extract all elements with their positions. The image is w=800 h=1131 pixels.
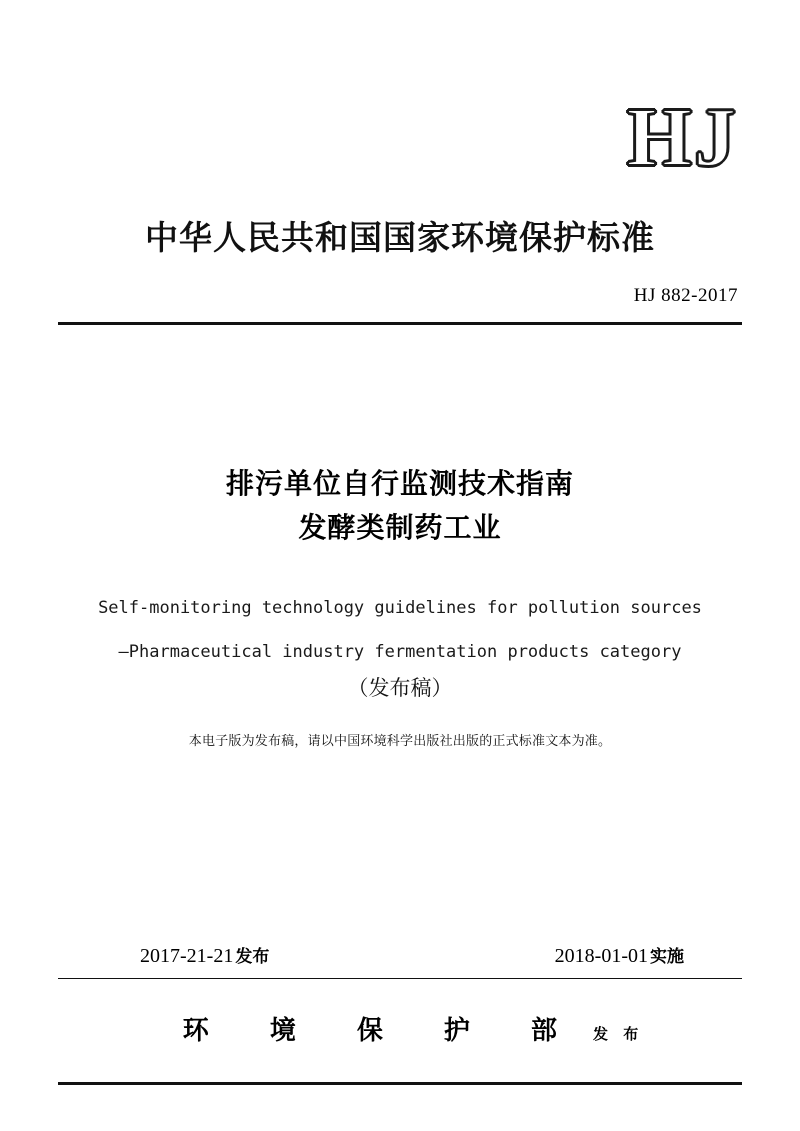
issuer-block	[0, 1010, 800, 1047]
standard-code: HJ 882-2017	[633, 285, 738, 306]
effective-date-value: 2018-01-01	[554, 945, 648, 967]
document-title-en-line1: Self-monitoring technology guidelines for pollution sources	[98, 598, 702, 618]
disclaimer-text: 本电子版为发布稿，请以中国环境科学出版社出版的正式标准文本为准。	[188, 734, 612, 749]
document-title-english	[0, 586, 800, 674]
standard-title: 中华人民共和国国家环境保护标准	[145, 218, 655, 257]
issue-date	[140, 942, 269, 968]
draft-status-note: （发布稿）	[347, 676, 453, 700]
dates-row	[58, 942, 742, 968]
divider-bottom	[58, 1082, 742, 1085]
issue-date-value: 2017-21-21	[140, 945, 234, 967]
issuer-name: 环 境 保 护 部	[182, 1016, 583, 1046]
document-title-line1: 排污单位自行监测技术指南	[225, 467, 574, 500]
document-title-line2: 发酵类制药工业	[298, 511, 502, 544]
effective-date-label: 实施	[650, 947, 684, 967]
issuer-verb: 发 布	[592, 1025, 644, 1043]
issue-date-label: 发布	[235, 947, 270, 967]
hj-logo: HJ	[626, 91, 738, 184]
effective-date	[555, 942, 684, 968]
document-title-en-line2: —Pharmaceutical industry fermentation products category	[118, 642, 682, 662]
document-title	[0, 462, 800, 550]
divider-middle	[58, 978, 742, 979]
divider-top	[58, 322, 742, 325]
